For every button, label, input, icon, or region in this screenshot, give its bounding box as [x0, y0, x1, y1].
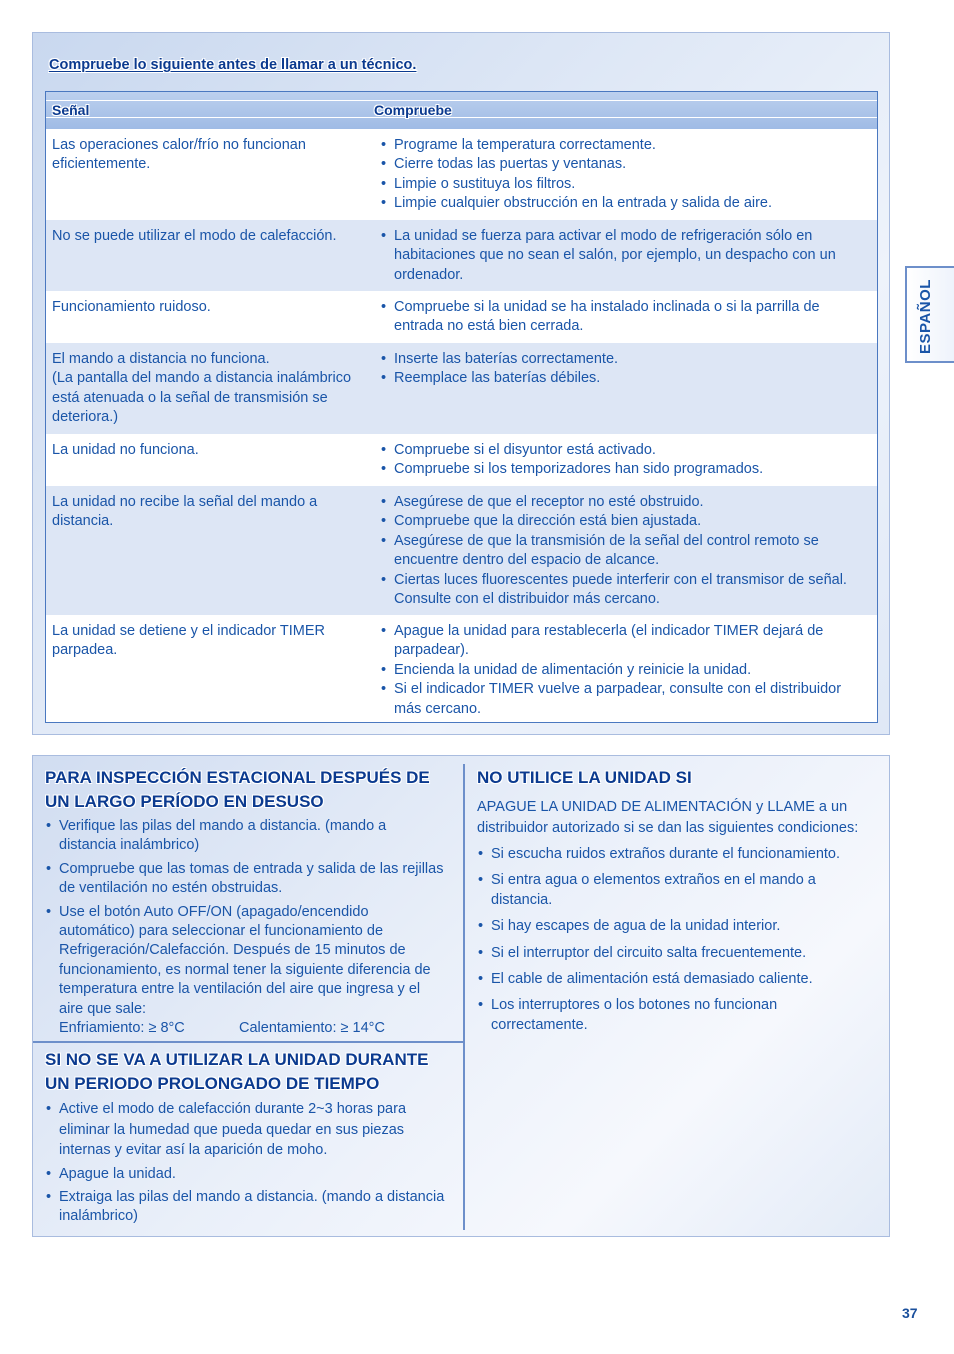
table-header: [46, 92, 877, 129]
check-item: • Cierre todas las puertas y ventanas.: [379, 155, 867, 174]
check-cell: [373, 486, 877, 615]
seasonal-heading: [45, 766, 455, 814]
list-item: • Apague la unidad.: [45, 1165, 445, 1184]
list-item: • Si escucha ruidos extraños durante el funcionamiento.: [477, 845, 877, 864]
list-item: • Compruebe que las tomas de entrada y salida de las rejillas de ventilación no estén obstruidas.: [45, 860, 445, 899]
troubleshooting-panel: [32, 32, 890, 735]
check-item: • Compruebe si la unidad se ha instalado inclinada o si la parrilla de entrada no está bien cerrada.: [379, 298, 867, 337]
list-item: • Verifique las pilas del mando a distancia. (mando a distancia inalámbrico): [45, 817, 445, 856]
troubleshooting-table: [45, 91, 878, 723]
check-cell: [373, 129, 877, 220]
list-item-text: • Use el botón Auto OFF/ON (apagado/encendido automático) para seleccionar el funcionamiento de Refrigeración/Calefacción. Después de 15 minutos de funcionamiento, es normal tener la siguiente diferencia de temperatura entre la ventilación del aire que ingresa y el aire que sale:: [59, 903, 431, 1017]
language-tab-label: ESPAÑOL: [917, 279, 934, 354]
signal-cell: La unidad no recibe la señal del mando a distancia.: [52, 494, 318, 530]
cooling-value: Enfriamiento: ≥ 8°C: [59, 1020, 185, 1037]
check-cell: [373, 615, 877, 725]
check-item: • Inserte las baterías correctamente.: [379, 350, 867, 369]
language-tab: [905, 266, 954, 363]
signal-cell: La unidad se detiene y el indicador TIMER parpadea.: [52, 623, 325, 659]
heating-value: Calentamiento: ≥ 14°C: [239, 1020, 385, 1037]
long-unused-heading-line: UN PERIODO PROLONGADO DE TIEMPO: [45, 1074, 380, 1093]
seasonal-list: [45, 817, 445, 1042]
check-item: • Reemplace las baterías débiles.: [379, 369, 867, 388]
signal-note: (La pantalla del mando a distancia inalámbrico está atenuada o la señal de transmisión se deteriora.): [52, 370, 352, 426]
check-item: • Si el indicador TIMER vuelve a parpadear, consulte con el distribuidor más cercano.: [379, 680, 867, 719]
check-item: • Asegúrese de que la transmisión de la señal del control remoto se encuentre dentro del espacio de alcance.: [379, 532, 867, 571]
table-row: [46, 220, 877, 291]
list-item: • Si hay escapes de agua de la unidad interior.: [477, 917, 877, 936]
check-item: • La unidad se fuerza para activar el modo de refrigeración sólo en habitaciones que no sean el salón, por ejemplo, un despacho con un ordenador.: [379, 227, 867, 285]
column-divider: [463, 764, 465, 1230]
column-header-check: Compruebe: [374, 102, 452, 118]
signal-cell: Funcionamiento ruidoso.: [52, 299, 211, 315]
long-unused-heading-line: SI NO SE VA A UTILIZAR LA UNIDAD DURANTE: [45, 1050, 429, 1069]
table-row: [46, 129, 877, 220]
signal-cell: [46, 343, 373, 434]
check-item: • Asegúrese de que el receptor no esté obstruido.: [379, 493, 867, 512]
list-item: • Los interruptores o los botones no funcionan correctamente.: [477, 996, 877, 1035]
column-header-signal: Señal: [52, 102, 90, 118]
check-cell: [373, 343, 877, 434]
check-cell: [373, 291, 877, 343]
do-not-use-list: [477, 845, 877, 1042]
check-item: • Encienda la unidad de alimentación y reinicie la unidad.: [379, 661, 867, 680]
check-item: • Apague la unidad para restablecerla (el indicador TIMER dejará de parpadear).: [379, 622, 867, 661]
page-number: 37: [902, 1305, 918, 1321]
check-cell: [373, 434, 877, 486]
temperature-difference: [59, 1019, 445, 1038]
troubleshooting-title: Compruebe lo siguiente antes de llamar a un técnico.: [49, 57, 417, 73]
check-item: • Ciertas luces fluorescentes puede interferir con el transmisor de señal. Consulte con el distribuidor más cercano.: [379, 571, 867, 610]
seasonal-heading-line: UN LARGO PERÍODO EN DESUSO: [45, 792, 324, 811]
signal-cell: Las operaciones calor/frío no funcionan eficientemente.: [52, 137, 306, 173]
seasonal-heading-line: PARA INSPECCIÓN ESTACIONAL DESPUÉS DE: [45, 768, 430, 787]
check-item: • Limpie cualquier obstrucción en la entrada y salida de aire.: [379, 194, 867, 213]
table-row: [46, 615, 877, 725]
table-row: [46, 434, 877, 486]
check-item: • Compruebe que la dirección está bien ajustada.: [379, 512, 867, 531]
long-unused-list: [45, 1099, 445, 1231]
list-item: • Si el interruptor del circuito salta frecuentemente.: [477, 944, 877, 963]
list-item: • Active el modo de calefacción durante 2~3 horas para eliminar la humedad que pueda quedar en sus piezas internas y evitar así la aparición de moho.: [45, 1099, 445, 1161]
signal-cell: La unidad no funciona.: [52, 442, 199, 458]
long-unused-heading: [45, 1048, 455, 1096]
do-not-use-intro: APAGUE LA UNIDAD DE ALIMENTACIÓN y LLAME a un distribuidor autorizado si se dan las siguientes condiciones:: [477, 799, 859, 836]
check-item: • Programe la temperatura correctamente.: [379, 136, 867, 155]
check-cell: [373, 220, 877, 291]
maintenance-panel: [32, 755, 890, 1237]
list-item: • Extraiga las pilas del mando a distancia. (mando a distancia inalámbrico): [45, 1188, 445, 1227]
list-item: • Si entra agua o elementos extraños en el mando a distancia.: [477, 871, 877, 910]
table-row: [46, 291, 877, 343]
list-item: [45, 903, 445, 1039]
table-row: [46, 486, 877, 615]
do-not-use-heading: NO UTILICE LA UNIDAD SI: [477, 768, 692, 787]
signal-text: El mando a distancia no funciona.: [52, 351, 270, 367]
check-item: • Limpie o sustituya los filtros.: [379, 175, 867, 194]
signal-cell: No se puede utilizar el modo de calefacción.: [52, 228, 337, 244]
table-row: [46, 343, 877, 434]
list-item: • El cable de alimentación está demasiado caliente.: [477, 970, 877, 989]
check-item: • Compruebe si el disyuntor está activado.: [379, 441, 867, 460]
check-item: • Compruebe si los temporizadores han sido programados.: [379, 460, 867, 479]
